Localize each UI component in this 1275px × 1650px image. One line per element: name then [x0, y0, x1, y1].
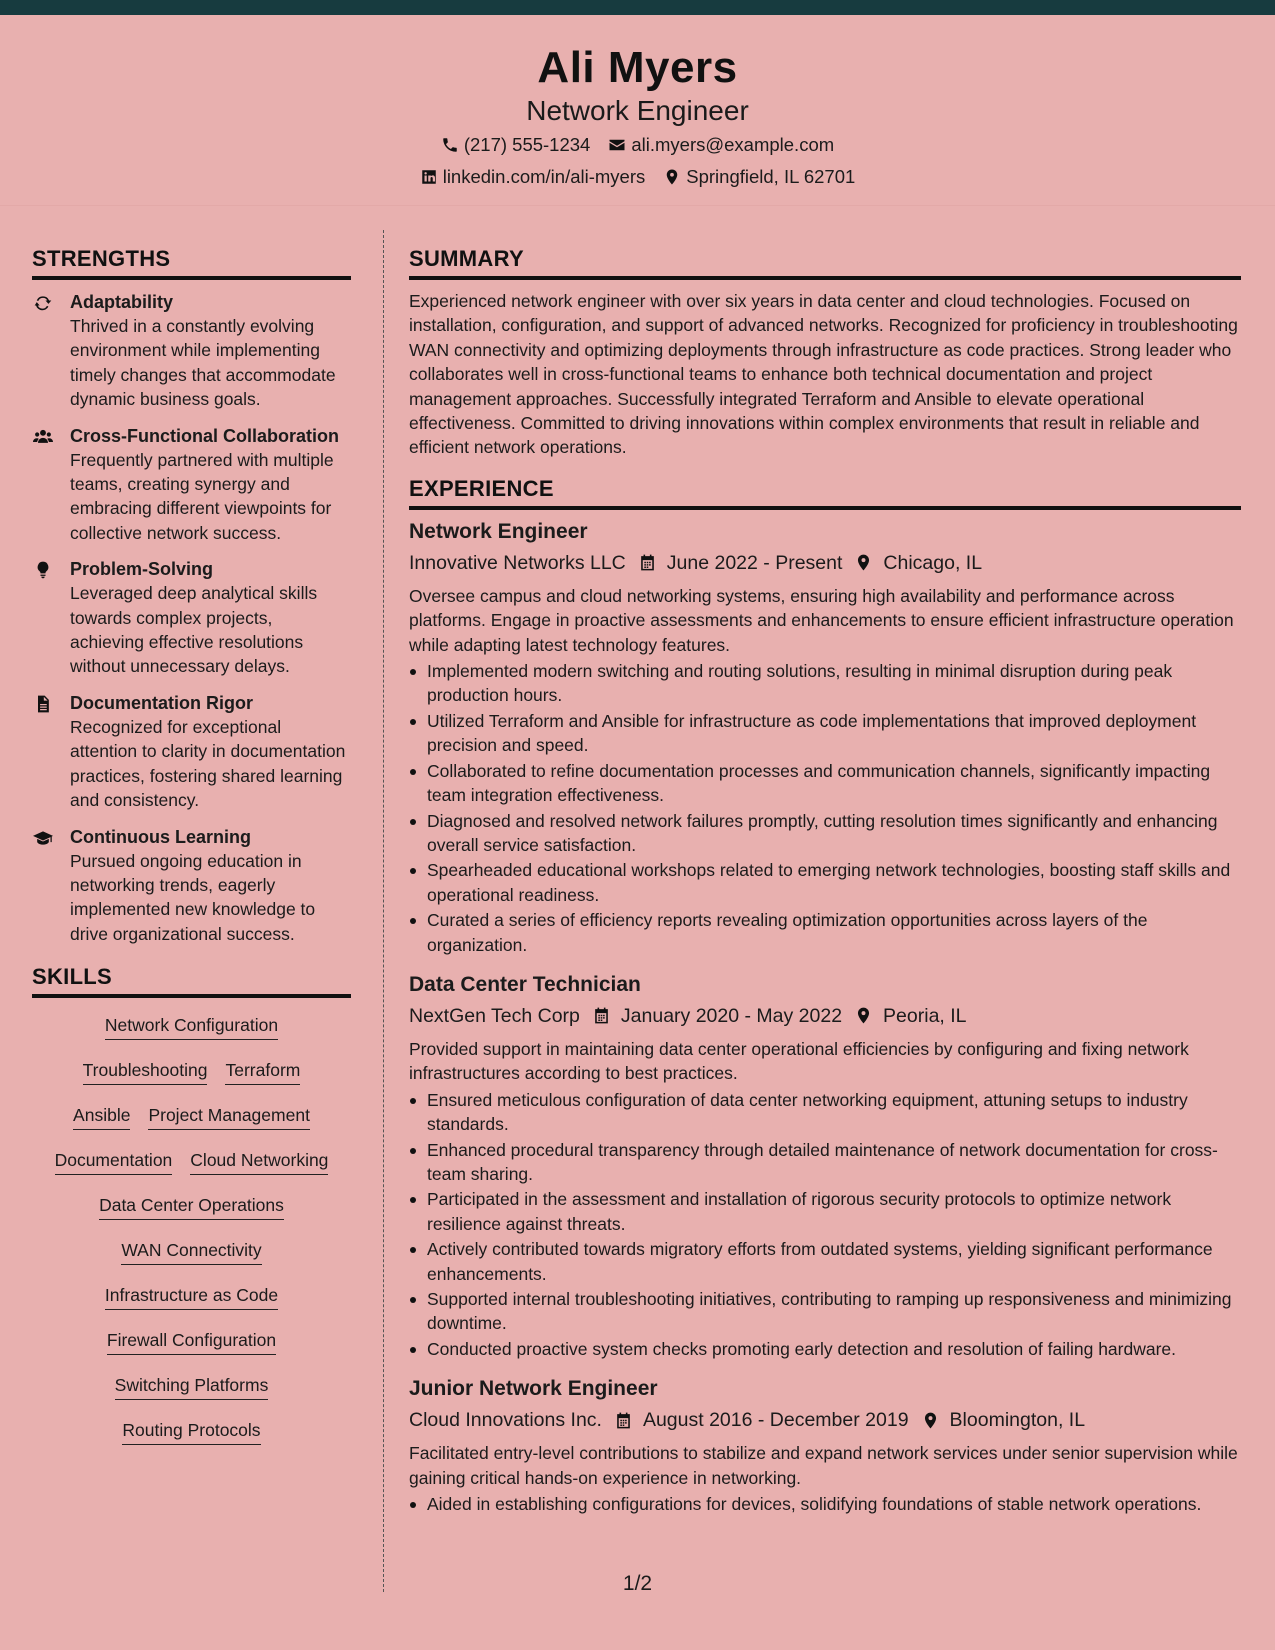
job-bullets [409, 1088, 1241, 1361]
skill-row [122, 1411, 260, 1456]
job-company: NextGen Tech Corp [409, 1004, 580, 1027]
skills-list [32, 1006, 351, 1456]
job-entry [409, 1375, 1241, 1516]
strength-desc: Recognized for exceptional attention to clarity in documentation practices, fostering shared learning and consistency. [70, 716, 346, 811]
strength-desc: Leveraged deep analytical skills towards complex projects, achieving effective resolutions without unnecessary delays. [70, 583, 318, 677]
strength-item [32, 825, 351, 947]
skill-row [55, 1141, 329, 1186]
skill-tag: WAN Connectivity [121, 1239, 261, 1265]
location-contact [663, 166, 855, 188]
skill-row [121, 1231, 261, 1276]
summary-heading: SUMMARY [409, 246, 1241, 280]
job-description: Provided support in maintaining data center operational efficiencies by configuring and fixing network infrastructures according to best practices. [409, 1038, 1189, 1084]
strength-desc: Thrived in a constantly evolving environment while implementing timely changes that accommodate dynamic business goals. [70, 316, 336, 410]
linkedin-contact[interactable] [420, 166, 646, 188]
right-column [409, 246, 1241, 1516]
strength-name: Adaptability [70, 292, 174, 312]
skill-tag: Infrastructure as Code [105, 1284, 278, 1310]
skill-tag: Firewall Configuration [107, 1329, 276, 1355]
map-pin-icon [854, 553, 873, 572]
skill-tag: Terraform [225, 1059, 300, 1085]
experience-heading: EXPERIENCE [409, 476, 1241, 510]
summary-text: Experienced network engineer with over six years in data center and cloud technologies. Focused on installation, configuration, and support of advanced networks. Recognized for proficiency in troubleshooting WAN connectivity and optimizing deployments through infrastructure as code practices. Strong leader who collaborates well in cross-functional teams to enhance both technical documentation and project management approaches. Successfully integrated Terraform and Ansible to elevate operational effectiveness. Committed to driving innovations within complex environments that result in reliable and efficient network operations. [409, 291, 1238, 458]
strength-item [32, 691, 351, 813]
location-text: Springfield, IL 62701 [686, 166, 856, 187]
candidate-title: Network Engineer [526, 95, 749, 126]
page-number: 1/2 [622, 1572, 653, 1595]
strength-desc: Pursued ongoing education in networking trends, eagerly implemented new knowledge to drive organizational success. [70, 850, 316, 944]
strength-item [32, 290, 351, 412]
job-title: Junior Network Engineer [409, 1377, 658, 1401]
phone-text: (217) 555-1234 [463, 134, 591, 155]
job-bullets [409, 1492, 1241, 1516]
bullet-item: Diagnosed and resolved network failures promptly, cutting resolution times significantly and enhancing overall service satisfaction. [409, 809, 1241, 858]
strength-name: Cross-Functional Collaboration [70, 425, 340, 446]
linkedin-text[interactable]: linkedin.com/in/ali-myers [442, 166, 646, 187]
map-pin-icon [921, 1411, 940, 1430]
contact-row-2 [0, 166, 1275, 188]
skill-row [99, 1186, 284, 1231]
strength-name: Documentation Rigor [70, 692, 253, 713]
bullet-item: Enhanced procedural transparency through detailed maintenance of network documentation for cross-team sharing. [409, 1138, 1241, 1187]
skill-row [105, 1006, 278, 1051]
skill-row [73, 1096, 310, 1141]
job-location: Bloomington, IL [949, 1409, 1086, 1432]
skill-tag: Ansible [73, 1104, 130, 1130]
phone-contact [441, 134, 591, 156]
skill-row [83, 1051, 301, 1096]
job-location: Peoria, IL [883, 1004, 967, 1027]
bullet-item: Participated in the assessment and installation of rigorous security protocols to optimize network resilience against threats. [409, 1187, 1241, 1236]
skill-tag: Switching Platforms [115, 1374, 269, 1400]
bullet-item: Aided in establishing configurations for devices, solidifying foundations of stable network operations. [409, 1492, 1241, 1516]
strength-item [32, 557, 351, 679]
job-description: Oversee campus and cloud networking systems, ensuring high availability and performance across platforms. Engage in proactive assessments and enhancements to ensure efficient infrastructure operation while adapting latest technology features. [409, 585, 1234, 655]
strength-desc: Frequently partnered with multiple teams, creating synergy and embracing different viewpoints for collective network success. [70, 449, 334, 543]
bullet-item: Supported internal troubleshooting initiatives, contributing to ramping up responsiveness and minimizing downtime. [409, 1287, 1241, 1336]
skill-tag: Troubleshooting [83, 1059, 208, 1085]
calendar-icon [592, 1006, 611, 1025]
refresh-icon [32, 293, 54, 313]
contact-row-1 [0, 134, 1275, 156]
job-title: Network Engineer [409, 519, 588, 543]
bullet-item: Collaborated to refine documentation processes and communication channels, significantly impacting team integration effectiveness. [409, 759, 1241, 808]
calendar-icon [638, 553, 657, 572]
document-icon [32, 694, 54, 714]
job-meta [409, 1001, 1241, 1031]
job-bullets [409, 659, 1241, 957]
resume-header [0, 15, 1275, 205]
users-icon [32, 427, 54, 447]
bullet-item: Actively contributed towards migratory efforts from outdated systems, yielding significant performance enhancements. [409, 1237, 1241, 1286]
job-location: Chicago, IL [883, 551, 983, 574]
skill-tag: Project Management [148, 1104, 309, 1130]
envelope-icon [608, 136, 626, 154]
header-divider [0, 205, 1275, 206]
phone-icon [441, 136, 459, 154]
bullet-item: Curated a series of efficiency reports revealing optimization opportunities across layers of the organization. [409, 908, 1241, 957]
bullet-item: Implemented modern switching and routing solutions, resulting in minimal disruption during peak production hours. [409, 659, 1241, 708]
calendar-icon [614, 1411, 633, 1430]
top-accent-bar [0, 0, 1275, 15]
graduation-cap-icon [32, 828, 54, 848]
skill-tag: Documentation [55, 1149, 173, 1175]
job-company: Innovative Networks LLC [409, 551, 626, 574]
map-pin-icon [663, 168, 681, 186]
job-entry [409, 971, 1241, 1361]
strengths-list [32, 290, 351, 946]
map-pin-icon [854, 1006, 873, 1025]
column-divider [383, 230, 384, 1592]
skills-heading: SKILLS [32, 964, 351, 998]
left-column [32, 246, 351, 1456]
job-dates: January 2020 - May 2022 [620, 1004, 843, 1027]
skill-tag: Cloud Networking [190, 1149, 328, 1175]
job-dates: June 2022 - Present [666, 551, 843, 574]
skill-row [115, 1366, 269, 1411]
skill-row [105, 1276, 278, 1321]
strengths-heading: STRENGTHS [32, 246, 351, 280]
job-meta [409, 1405, 1241, 1435]
bullet-item: Ensured meticulous configuration of data center networking equipment, attuning setups to industry standards. [409, 1088, 1241, 1137]
bullet-item: Conducted proactive system checks promoting early detection and resolution of failing hardware. [409, 1337, 1241, 1361]
lightbulb-icon [32, 560, 54, 580]
skill-tag: Routing Protocols [122, 1419, 260, 1445]
skill-row [107, 1321, 276, 1366]
linkedin-icon [420, 168, 438, 186]
email-text[interactable]: ali.myers@example.com [631, 134, 835, 155]
strength-name: Continuous Learning [70, 826, 251, 847]
job-title: Data Center Technician [409, 972, 641, 996]
job-entry [409, 518, 1241, 957]
email-contact[interactable] [608, 134, 834, 156]
job-description: Facilitated entry-level contributions to stabilize and expand network services under senior supervision while gaining critical hands-on experience in networking. [409, 1443, 1238, 1488]
bullet-item: Spearheaded educational workshops related to emerging network technologies, boosting staff skills and operational readiness. [409, 858, 1241, 907]
job-company: Cloud Innovations Inc. [409, 1409, 602, 1432]
strength-name: Problem-Solving [70, 559, 214, 580]
skill-tag: Network Configuration [105, 1014, 278, 1040]
skill-tag: Data Center Operations [99, 1194, 284, 1220]
job-dates: August 2016 - December 2019 [642, 1409, 909, 1432]
candidate-name: Ali Myers [537, 43, 738, 92]
job-meta [409, 548, 1241, 578]
bullet-item: Utilized Terraform and Ansible for infrastructure as code implementations that improved deployment precision and speed. [409, 709, 1241, 758]
strength-item [32, 424, 351, 546]
